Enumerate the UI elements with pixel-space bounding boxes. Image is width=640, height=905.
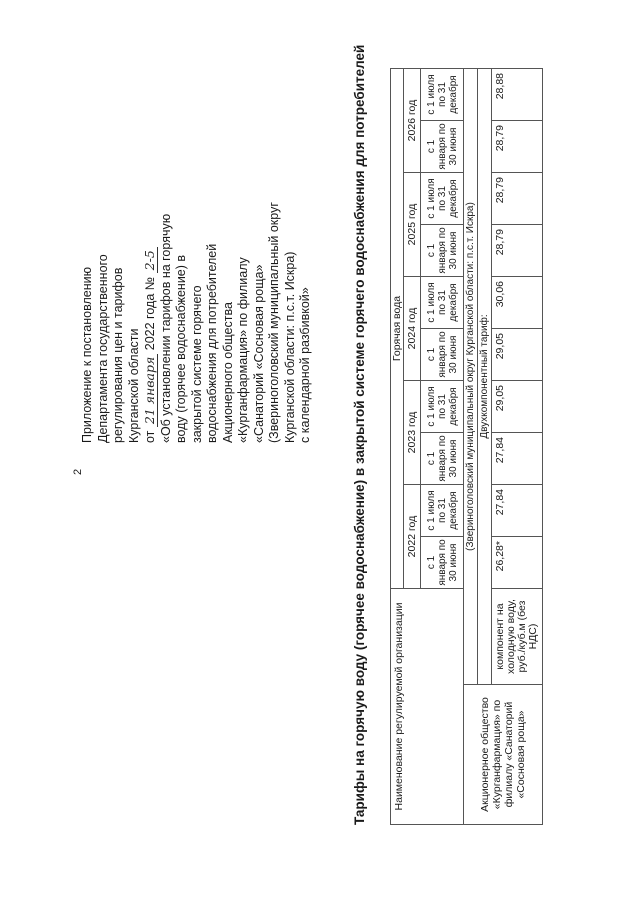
period-first-half: с 1 января по 30 июня [421, 225, 464, 277]
document-title: Тарифы на горячую воду (горячее водоснабжение) в закрытой системе горячего водоснабжения для потребителей [352, 44, 367, 825]
tariff-value-2022-h1: 26,28* [492, 537, 543, 589]
appendix-subject-line: (Звериноголовский муниципальный округ [267, 202, 281, 443]
tariff-table [390, 68, 543, 825]
period-first-half: с 1 января по 30 июня [421, 433, 464, 485]
appendix-subject-line: Акционерного общества [220, 302, 235, 443]
appendix-header [80, 33, 314, 443]
appendix-subject-line: «Курганфармация» по филиалу [236, 257, 250, 443]
component-label: компонент на холодную воду, руб./куб.м (без НДС) [492, 589, 543, 685]
page-number: 2 [72, 468, 84, 475]
year-header-2022: 2022 год [404, 485, 421, 589]
hot-water-header: Горячая вода [391, 69, 404, 589]
appendix-subject-line: с календарной разбивкой» [298, 287, 312, 443]
date-year: 2022 года № [143, 276, 157, 351]
tariff-value-2024-h2: 30,06 [492, 277, 543, 329]
appendix-subject-line: закрытой системе горячего [189, 285, 204, 443]
tariff-value-2026-h2: 28,88 [492, 69, 543, 121]
period-second-half: с 1 июля по 31 декабря [421, 69, 464, 121]
tariff-value-2025-h2: 28,79 [492, 173, 543, 225]
handwritten-number: 2-5 [142, 247, 158, 273]
header-row-group [391, 69, 404, 825]
period-second-half: с 1 июля по 31 декабря [421, 485, 464, 537]
tariff-value-2026-h1: 28,79 [492, 121, 543, 173]
appendix-subject-line: Курганской области: п.с.т. Искра) [282, 251, 297, 443]
period-first-half: с 1 января по 30 июня [421, 329, 464, 381]
period-second-half: с 1 июля по 31 декабря [421, 277, 464, 329]
region-row [464, 69, 478, 825]
appendix-date-line [142, 33, 159, 443]
appendix-line: Приложение к постановлению [80, 267, 94, 443]
tariff-value-2024-h1: 29,05 [492, 329, 543, 381]
organization-name: Акционерное общество «Курганфармация» по филиалу «Санаторий «Сосновая роща» [464, 685, 543, 825]
appendix-subject-line: «Санаторий «Сосновая роща» [251, 264, 266, 443]
appendix-subject-line: водоснабжения для потребителей [205, 243, 219, 443]
year-header-2024: 2024 год [404, 277, 421, 381]
period-first-half: с 1 января по 30 июня [421, 537, 464, 589]
appendix-line: Департамента государственного [95, 254, 110, 443]
org-column-header: Наименование регулируемой организации [391, 589, 464, 825]
appendix-line: Курганской области [126, 328, 141, 443]
tariff-value-2023-h1: 27,84 [492, 433, 543, 485]
year-header-2025: 2025 год [404, 173, 421, 277]
tariff-value-2022-h2: 27,84 [492, 485, 543, 537]
tariff-value-2023-h2: 29,05 [492, 381, 543, 433]
handwritten-date: 21 января [142, 354, 158, 427]
tariff-value-2025-h1: 28,79 [492, 225, 543, 277]
period-second-half: с 1 июля по 31 декабря [421, 381, 464, 433]
date-prefix: от [143, 430, 157, 443]
appendix-line: регулирования цен и тарифов [111, 267, 125, 443]
year-header-2023: 2023 год [404, 381, 421, 485]
tariff-type-label: Двухкомпонентный тариф: [478, 69, 492, 685]
year-header-2026: 2026 год [404, 69, 421, 173]
region-label: (Звериноголовский муниципальный округ Курганской области: п.с.т. Искра) [464, 69, 478, 685]
period-second-half: с 1 июля по 31 декабря [421, 173, 464, 225]
period-first-half: с 1 января по 30 июня [421, 121, 464, 173]
appendix-subject-line: воду (горячее водоснабжение) в [174, 254, 188, 443]
appendix-subject-line: «Об установлении тарифов на горячую [158, 213, 173, 443]
